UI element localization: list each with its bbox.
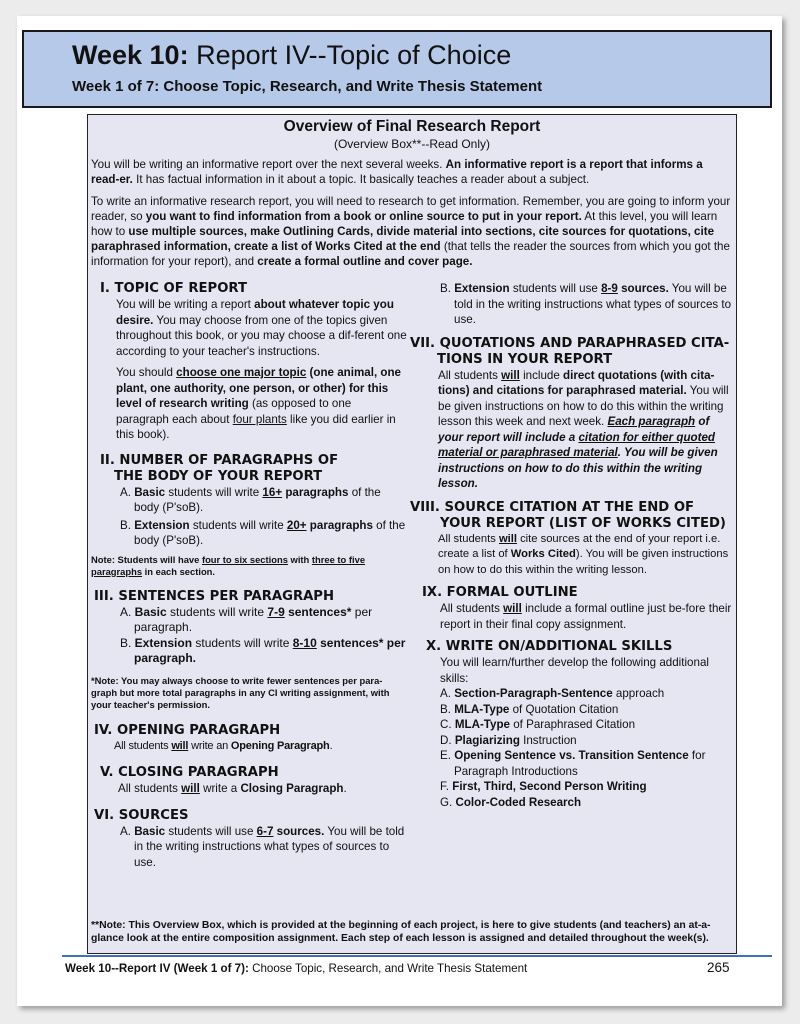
skill-item: E. Opening Sentence vs. Transition Sentence for Paragraph Introductions	[440, 749, 706, 778]
skill-item: A. Section-Paragraph-Sentence approach	[440, 687, 665, 700]
section-4-text: All students will write an Opening Paragraph.	[114, 739, 333, 752]
overview-box	[87, 114, 737, 954]
section-1-heading: I. TOPIC OF REPORT	[100, 281, 247, 296]
section-6-item-b: B. Extension students will use 8-9 sources. You will be told in the writing instructions what types of sources to use.	[440, 282, 732, 326]
section-8-heading-b: YOUR REPORT (LIST OF WORKS CITED)	[440, 515, 726, 531]
document-page	[17, 16, 782, 1006]
skill-item: G. Color-Coded Research	[440, 795, 582, 809]
right-column	[410, 281, 732, 810]
section-3-item-a: A. Basic students will write 7-9 sentences* per paragraph.	[120, 604, 373, 634]
section-1-text-2: You should choose one major topic (one animal, one plant, one authority, one person, or other) for this level of research writing (as opposed to one paragraph each about four plants like you did earlier in this book).	[116, 366, 402, 441]
overview-subtitle: (Overview Box**--Read Only)	[333, 137, 491, 151]
intro-paragraph-1: You will be writing an informative report over the next several weeks. An informative report is a report that informs a read-er. It has factual information in it about a topic. It basically teaches a reader about a subject.	[91, 158, 703, 186]
section-3-note: *Note: You may always choose to write fewer sentences per para-graph but more total paragraphs in any CI writing assignment, with your teacher's permission.	[91, 674, 390, 710]
skill-item: C. MLA-Type of Paraphrased Citation	[440, 718, 636, 731]
section-10-heading: X. WRITE ON/ADDITIONAL SKILLS	[426, 639, 673, 654]
section-9-heading: IX. FORMAL OUTLINE	[422, 585, 578, 600]
section-1-text: You will be writing a report about whatever topic you desire. You may choose from one of the topics given throughout this book, or you may choose a dif-ferent one according to your teacher's instructions.	[116, 298, 407, 358]
week-title: Week 10: Report IV--Topic of Choice	[72, 40, 512, 70]
section-2-heading-b: THE BODY OF YOUR REPORT	[114, 468, 323, 484]
section-7-text: All students will include direct quotations (with cita-tions) and citations for paraphrased material. You will be given instructions on how to do this within the writing lesson this week and next week. Each paragraph of your report will include a citation for either quoted material or paraphrased material. You will be given instructions on how to do this within the writing lesson.	[438, 368, 729, 490]
section-2-heading-a: II. NUMBER OF PARAGRAPHS OF	[100, 452, 339, 468]
section-3-item-b: B. Extension students will write 8-10 sentences* per paragraph.	[120, 635, 406, 665]
week-subtitle: Week 1 of 7: Choose Topic, Research, and Write Thesis Statement	[72, 78, 543, 95]
skill-item: F. First, Third, Second Person Writing	[440, 780, 647, 793]
section-7-heading-a: VII. QUOTATIONS AND PARAPHRASED CITA-	[410, 335, 730, 351]
section-10-list	[410, 686, 732, 810]
left-column	[91, 281, 407, 870]
section-6-item-a: A. Basic students will use 6-7 sources. You will be told in the writing instructions what types of sources to use.	[120, 824, 405, 869]
page-footer: Week 10--Report IV (Week 1 of 7): Choose Topic, Research, and Write Thesis Statement	[65, 962, 528, 975]
section-7-heading-b: TIONS IN YOUR REPORT	[437, 351, 613, 367]
section-2-note: Note: Students will have four to six sections with three to five paragraphs in each section.	[91, 553, 366, 577]
section-2-item-b: B. Extension students will write 20+ paragraphs of the body (P'soB).	[120, 518, 406, 547]
section-10-intro: You will learn/further develop the following additional skills:	[440, 656, 709, 685]
section-6-heading: VI. SOURCES	[94, 807, 189, 823]
page-number: 265	[707, 960, 730, 975]
section-8-text: All students will cite sources at the end of your report i.e. create a list of Works Cited). You will be given instructions on how to do this within the writing lesson.	[438, 532, 729, 576]
intro-paragraph-2: To write an informative research report, you will need to research to get information. Remember, you are going to inform your reader, so you want to find information from a book or online source to put in your report. At this level, you will learn how to use multiple sources, make Outlining Cards, divide material into sections, cite sources for quotations, cite paraphrased information, create a list of Works Cited at the end (that tells the reader the sources from which you got the information for your report), and create a formal outline and cover page.	[91, 195, 731, 268]
overview-bottom-note: **Note: This Overview Box, which is provided at the beginning of each project, is here to give students (and teachers) an at-a-glance look at the entire composition assignment. Each step of each lesson is assigned and detailed throughout the week(s).	[91, 920, 711, 944]
section-4-heading: IV. OPENING PARAGRAPH	[94, 722, 281, 738]
skill-item: B. MLA-Type of Quotation Citation	[440, 702, 619, 716]
section-9-text: All students will include a formal outline just be-fore their report in their final copy assignment.	[440, 602, 732, 631]
section-3-heading: III. SENTENCES PER PARAGRAPH	[94, 588, 335, 604]
footer-rule	[62, 955, 772, 957]
section-8-heading-a: VIII. SOURCE CITATION AT THE END OF	[410, 499, 695, 515]
section-5-text: All students will write a Closing Paragraph.	[118, 782, 347, 795]
week-banner	[22, 30, 772, 108]
section-2-item-a: A. Basic students will write 16+ paragraphs of the body (P'soB).	[120, 485, 381, 514]
section-5-heading: V. CLOSING PARAGRAPH	[100, 765, 279, 780]
skill-item: D. Plagiarizing Instruction	[440, 733, 577, 747]
overview-title: Overview of Final Research Report	[283, 118, 541, 135]
